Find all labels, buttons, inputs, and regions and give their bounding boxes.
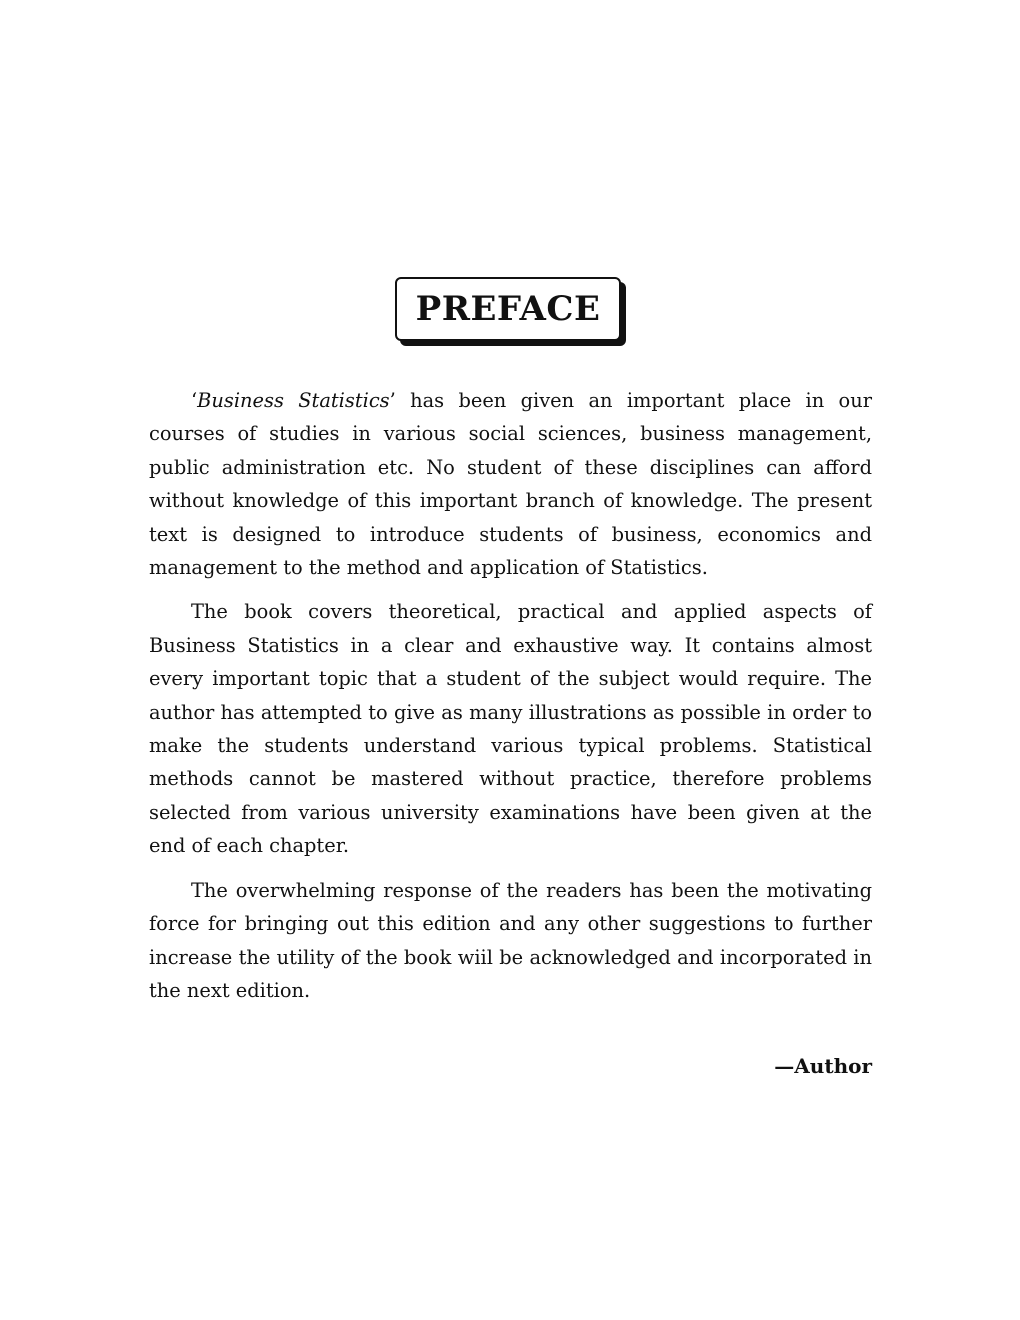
title-frame — [395, 277, 623, 343]
title-box — [395, 277, 621, 341]
paragraph-2: The book covers theoretical, practical and applied aspects of Business Statistics in a clear and exhaustive way. It contains almost every important topic that a student of the subject would require. The author has attempted to give as many illustrations as possible in order to make the students understand various typical problems. Statistical methods cannot be mastered without practice, therefore problems selected from various university examinations have been given at the end of each chapter. — [149, 600, 872, 858]
book-title-italic: Business Statistics — [197, 389, 390, 412]
page-title: PREFACE — [415, 289, 601, 329]
open-quote: ‘ — [191, 389, 198, 412]
paragraph-3: The overwhelming response of the readers has been the motivating force for bringing out this edition and any other suggestions to further increase the utility of the book wiil be acknowledged and incorporated in the next edition. — [149, 878, 872, 1002]
author-signature: —Author — [774, 1054, 872, 1078]
preface-body — [149, 384, 872, 1018]
paragraph-1-text: ’ has been given an important place in our courses of studies in various social sciences, business management, public administration etc. No student of these disciplines can afford without knowledge of this important branch of knowledge. The present text is designed to introduce students of business, economics and management to the method and application of Statistics. — [149, 389, 872, 580]
paragraph-1 — [149, 384, 872, 584]
